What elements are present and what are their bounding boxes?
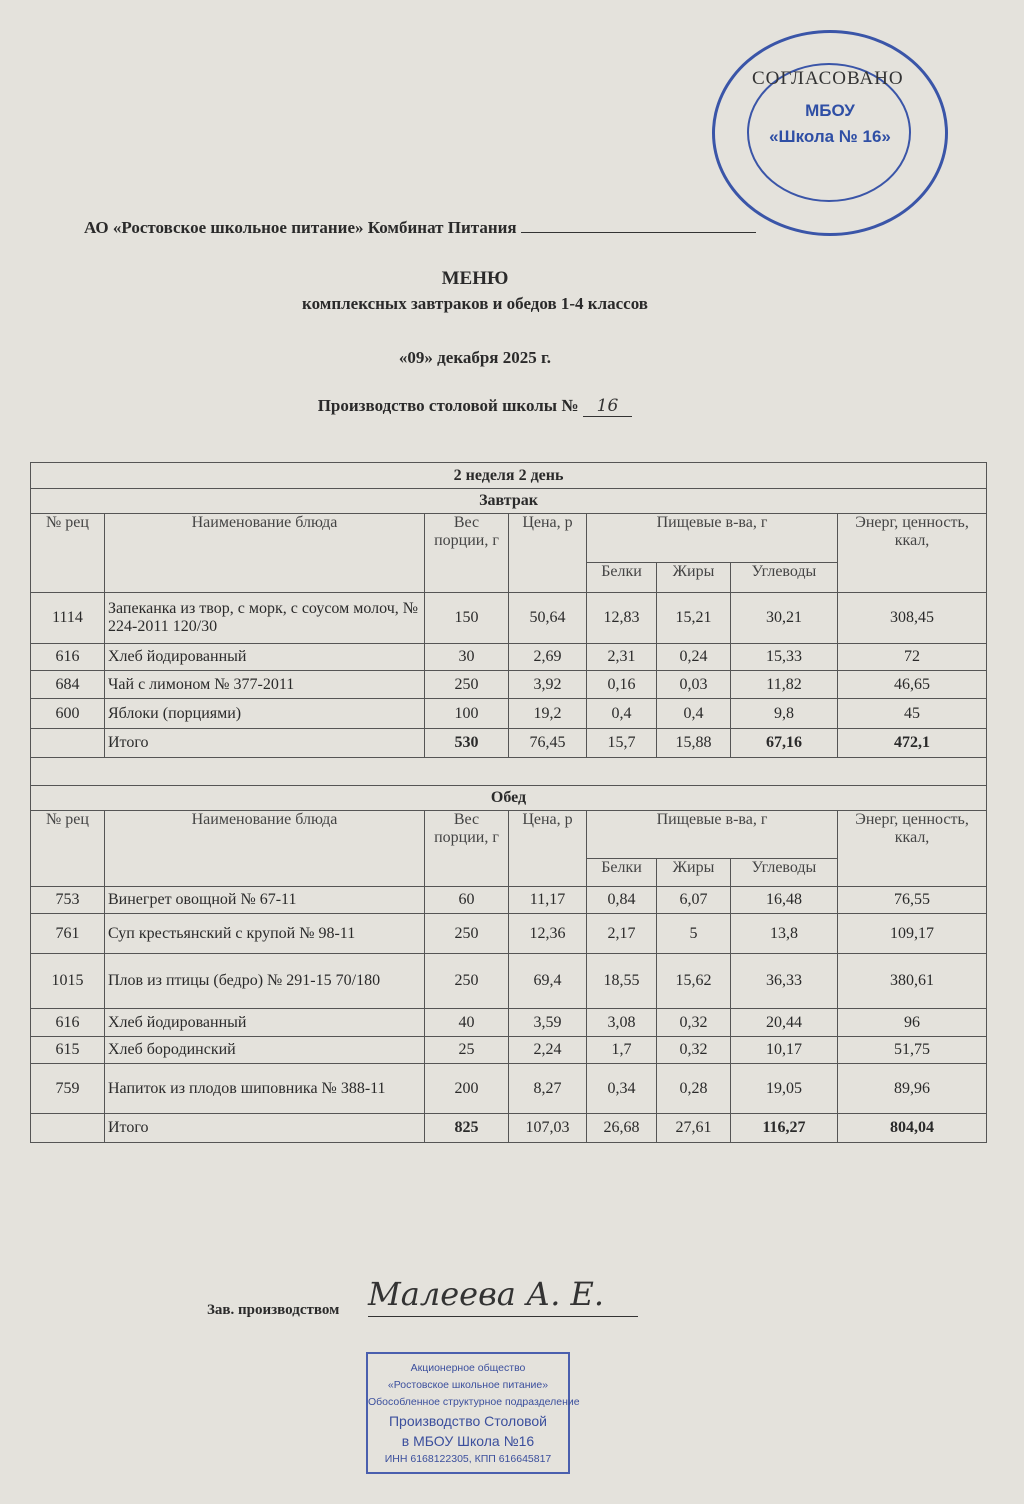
weight: 200 (425, 1064, 509, 1114)
energy: 46,65 (838, 671, 987, 699)
dish-name: Винегрет овощной № 67-11 (105, 887, 425, 914)
total-energy: 472,1 (838, 729, 987, 758)
fat: 15,62 (657, 954, 731, 1009)
energy: 380,61 (838, 954, 987, 1009)
fat: 15,21 (657, 593, 731, 644)
weight: 30 (425, 644, 509, 671)
table-row (31, 887, 987, 914)
fat: 0,4 (657, 699, 731, 729)
dish-name: Хлеб йодированный (105, 1009, 425, 1037)
price: 3,92 (509, 671, 587, 699)
table-row (31, 644, 987, 671)
energy: 72 (838, 644, 987, 671)
stamp-line: Обособленное структурное подразделение (368, 1396, 580, 1408)
energy: 51,75 (838, 1037, 987, 1064)
section-title: Обед (31, 786, 987, 811)
approval-stamp (712, 30, 948, 236)
protein: 0,4 (587, 699, 657, 729)
total-row (31, 729, 987, 758)
protein: 3,08 (587, 1009, 657, 1037)
fat: 0,24 (657, 644, 731, 671)
carbs: 19,05 (731, 1064, 838, 1114)
signature: Малеева А. Е. (368, 1272, 638, 1317)
doc-date: «09» декабря 2025 г. (398, 348, 552, 367)
price: 3,59 (509, 1009, 587, 1037)
fat: 6,07 (657, 887, 731, 914)
table-row (31, 914, 987, 954)
recipe-num: 615 (31, 1037, 105, 1064)
week-day-row (31, 463, 987, 489)
energy: 89,96 (838, 1064, 987, 1114)
stamp-line: «Ростовское школьное питание» (387, 1379, 549, 1391)
fat: 0,32 (657, 1009, 731, 1037)
price: 2,24 (509, 1037, 587, 1064)
stamp-line: Акционерное общество (410, 1362, 526, 1374)
stamp-org2: «Школа № 16» (769, 127, 891, 146)
recipe-num: 600 (31, 699, 105, 729)
dish-name: Плов из птицы (бедро) № 291-15 70/180 (105, 954, 425, 1009)
table-row (31, 954, 987, 1009)
header-row (31, 514, 987, 563)
total-protein: 15,7 (587, 729, 657, 758)
empty-cell (31, 729, 105, 758)
dish-name: Запеканка из твор, с морк, с соусом молоч, № 224-2011 120/30 (105, 593, 425, 644)
table-row (31, 1037, 987, 1064)
total-weight: 825 (425, 1114, 509, 1143)
recipe-num: 616 (31, 644, 105, 671)
protein: 0,84 (587, 887, 657, 914)
col-price: Цена, р (509, 514, 587, 593)
signature-label: Зав. производством (207, 1302, 340, 1318)
total-fat: 15,88 (657, 729, 731, 758)
protein: 0,34 (587, 1064, 657, 1114)
col-carbs: Углеводы (731, 563, 838, 593)
col-protein: Белки (587, 563, 657, 593)
price: 8,27 (509, 1064, 587, 1114)
approved-label: СОГЛАСОВАНО (752, 68, 904, 89)
col-price: Цена, р (509, 811, 587, 887)
stamp-line: в МБОУ Школа №16 (401, 1433, 535, 1449)
energy: 308,45 (838, 593, 987, 644)
dish-name: Напиток из плодов шиповника № 388-11 (105, 1064, 425, 1114)
carbs: 10,17 (731, 1037, 838, 1064)
dish-name: Хлеб йодированный (105, 644, 425, 671)
fat: 0,03 (657, 671, 731, 699)
total-label: Итого (105, 729, 425, 758)
energy: 76,55 (838, 887, 987, 914)
protein: 12,83 (587, 593, 657, 644)
carbs: 16,48 (731, 887, 838, 914)
price: 11,17 (509, 887, 587, 914)
protein: 1,7 (587, 1037, 657, 1064)
table-row (31, 1009, 987, 1037)
header-row (31, 811, 987, 859)
stamp-org1: МБОУ (805, 101, 855, 120)
total-carbs: 116,27 (731, 1114, 838, 1143)
carbs: 30,21 (731, 593, 838, 644)
recipe-num: 761 (31, 914, 105, 954)
price: 19,2 (509, 699, 587, 729)
carbs: 15,33 (731, 644, 838, 671)
col-num: № рец (31, 811, 105, 887)
price: 2,69 (509, 644, 587, 671)
total-weight: 530 (425, 729, 509, 758)
carbs: 20,44 (731, 1009, 838, 1037)
col-weight: Вес порции, г (425, 514, 509, 593)
total-label: Итого (105, 1114, 425, 1143)
price: 12,36 (509, 914, 587, 954)
dish-name: Суп крестьянский с крупой № 98-11 (105, 914, 425, 954)
table-row (31, 1064, 987, 1114)
col-name: Наименование блюда (105, 811, 425, 887)
doc-subtitle: комплексных завтраков и обедов 1-4 классов (302, 294, 648, 313)
col-fat: Жиры (657, 859, 731, 887)
price: 69,4 (509, 954, 587, 1009)
section-title-row (31, 786, 987, 811)
weight: 25 (425, 1037, 509, 1064)
total-price: 107,03 (509, 1114, 587, 1143)
dish-name: Яблоки (порциями) (105, 699, 425, 729)
col-protein: Белки (587, 859, 657, 887)
total-price: 76,45 (509, 729, 587, 758)
recipe-num: 753 (31, 887, 105, 914)
recipe-num: 1015 (31, 954, 105, 1009)
col-carbs: Углеводы (731, 859, 838, 887)
fat: 0,32 (657, 1037, 731, 1064)
weight: 60 (425, 887, 509, 914)
total-fat: 27,61 (657, 1114, 731, 1143)
fat: 5 (657, 914, 731, 954)
week-day-title: 2 неделя 2 день (31, 463, 987, 489)
energy: 96 (838, 1009, 987, 1037)
protein: 2,31 (587, 644, 657, 671)
col-num: № рец (31, 514, 105, 593)
col-weight: Вес порции, г (425, 811, 509, 887)
carbs: 13,8 (731, 914, 838, 954)
col-energy: Энерг, ценность, ккал, (838, 514, 987, 593)
protein: 2,17 (587, 914, 657, 954)
recipe-num: 1114 (31, 593, 105, 644)
col-energy: Энерг, ценность, ккал, (838, 811, 987, 887)
stamp-line: Производство Столовой (388, 1413, 547, 1429)
empty-cell (31, 1114, 105, 1143)
spacer (31, 758, 987, 786)
carbs: 36,33 (731, 954, 838, 1009)
carbs: 11,82 (731, 671, 838, 699)
section-title-row (31, 489, 987, 514)
organization-line (84, 218, 756, 238)
col-name: Наименование блюда (105, 514, 425, 593)
energy: 45 (838, 699, 987, 729)
price: 50,64 (509, 593, 587, 644)
total-row (31, 1114, 987, 1143)
col-fat: Жиры (657, 563, 731, 593)
section-title: Завтрак (31, 489, 987, 514)
table-row (31, 671, 987, 699)
fat: 0,28 (657, 1064, 731, 1114)
protein: 18,55 (587, 954, 657, 1009)
carbs: 9,8 (731, 699, 838, 729)
weight: 250 (425, 671, 509, 699)
organization-name: АО «Ростовское школьное питание» Комбинат Питания (84, 218, 517, 237)
doc-title: МЕНЮ (441, 268, 509, 289)
col-nutrients: Пищевые в-ва, г (587, 514, 838, 563)
school-number: 16 (583, 396, 633, 417)
production-label: Производство столовой школы № (317, 396, 579, 415)
dish-name: Хлеб бородинский (105, 1037, 425, 1064)
weight: 100 (425, 699, 509, 729)
weight: 250 (425, 914, 509, 954)
stamp-line: ИНН 6168122305, КПП 616645817 (384, 1453, 552, 1465)
recipe-num: 684 (31, 671, 105, 699)
dish-name: Чай с лимоном № 377-2011 (105, 671, 425, 699)
energy: 109,17 (838, 914, 987, 954)
total-carbs: 67,16 (731, 729, 838, 758)
organization-stamp (366, 1352, 580, 1474)
protein: 0,16 (587, 671, 657, 699)
total-protein: 26,68 (587, 1114, 657, 1143)
recipe-num: 759 (31, 1064, 105, 1114)
col-nutrients: Пищевые в-ва, г (587, 811, 838, 859)
production-line (0, 396, 950, 416)
total-energy: 804,04 (838, 1114, 987, 1143)
weight: 40 (425, 1009, 509, 1037)
table-row (31, 699, 987, 729)
spacer-row (31, 758, 987, 786)
table-row (31, 593, 987, 644)
menu-table (30, 462, 987, 1143)
recipe-num: 616 (31, 1009, 105, 1037)
weight: 250 (425, 954, 509, 1009)
weight: 150 (425, 593, 509, 644)
